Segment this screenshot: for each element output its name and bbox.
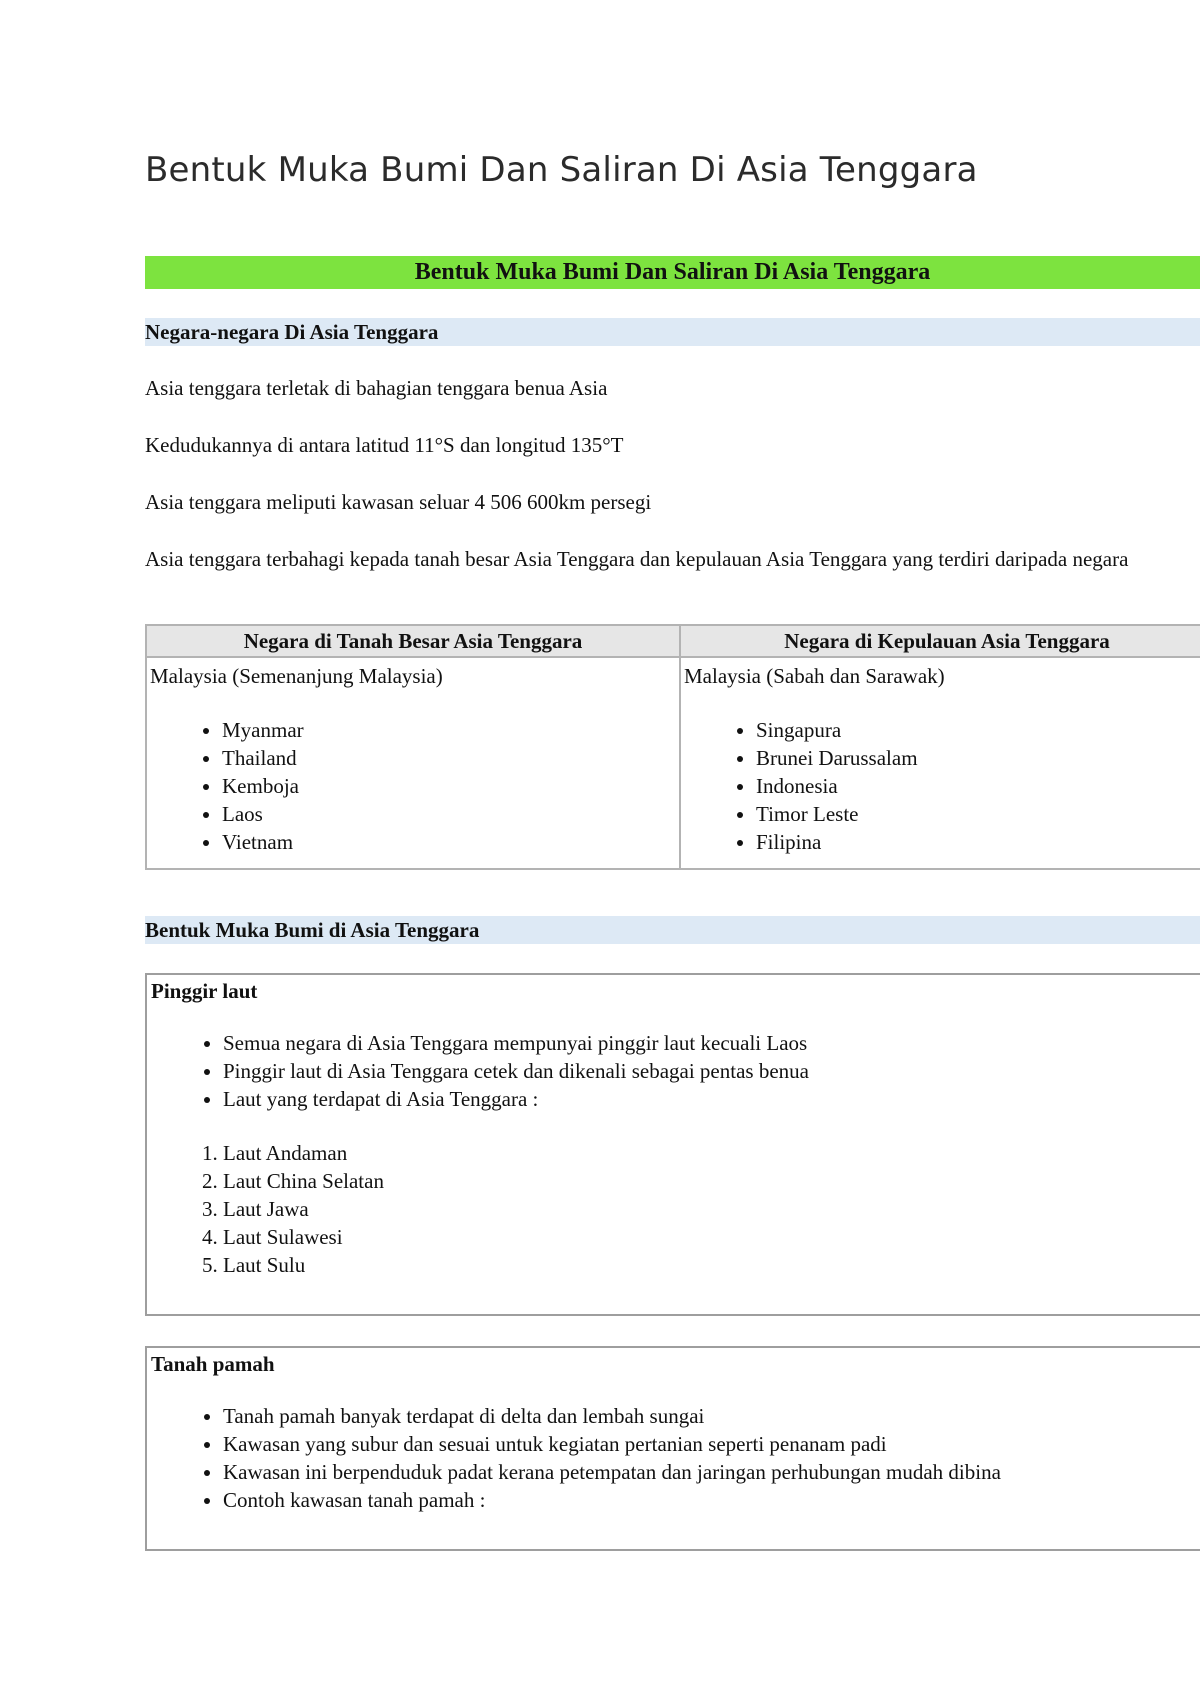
list-item: • Brunei Darussalam [756, 744, 1200, 772]
list-item: 2. Laut China Selatan [223, 1167, 1200, 1195]
islands-cell-title: Malaysia (Sabah dan Sarawak) [684, 664, 945, 688]
pinggir-laut-bullets [151, 1029, 1200, 1113]
spacer [151, 1113, 1200, 1139]
list-item: • Laut yang terdapat di Asia Tenggara : [223, 1085, 1200, 1113]
list-item: • Semua negara di Asia Tenggara mempunyai pinggir laut kecuali Laos [223, 1029, 1200, 1057]
list-item: • Pinggir laut di Asia Tenggara cetek dan dikenali sebagai pentas benua [223, 1057, 1200, 1085]
list-item: 1. Laut Andaman [223, 1139, 1200, 1167]
table-row [146, 657, 1200, 869]
spacer [150, 690, 679, 716]
tanah-pamah-box [145, 1346, 1200, 1551]
section-heading-negara: Negara-negara Di Asia Tenggara [145, 318, 1200, 346]
mainland-cell-title: Malaysia (Semenanjung Malaysia) [150, 664, 443, 688]
mainland-country-list [150, 716, 679, 856]
tanah-pamah-bullets [151, 1402, 1200, 1514]
list-item: • Kawasan ini berpenduduk padat kerana petempatan dan jaringan perhubungan mudah dibina [223, 1458, 1200, 1486]
list-item: 5. Laut Sulu [223, 1251, 1200, 1279]
islands-cell [680, 657, 1200, 869]
paragraph-location: Asia tenggara terletak di bahagian tenggara benua Asia [145, 376, 608, 400]
list-item: • Kawasan yang subur dan sesuai untuk kegiatan pertanian seperti penanam padi [223, 1430, 1200, 1458]
table-header-row [146, 625, 1200, 657]
list-item: • Singapura [756, 716, 1200, 744]
pinggir-laut-heading: Pinggir laut [151, 979, 258, 1003]
list-item: • Vietnam [222, 828, 679, 856]
pinggir-laut-box [145, 973, 1200, 1316]
paragraph-area: Asia tenggara meliputi kawasan seluar 4 506 600km persegi [145, 490, 652, 514]
section-heading-bentuk-muka-bumi: Bentuk Muka Bumi di Asia Tenggara [145, 916, 1200, 944]
list-item: • Contoh kawasan tanah pamah : [223, 1486, 1200, 1514]
paragraph-coordinates: Kedudukannya di antara latitud 11°S dan longitud 135°T [145, 433, 624, 457]
list-item: 4. Laut Sulawesi [223, 1223, 1200, 1251]
countries-table [145, 624, 1200, 870]
spacer [684, 690, 1200, 716]
list-item: • Indonesia [756, 772, 1200, 800]
table-header-islands: Negara di Kepulauan Asia Tenggara [680, 625, 1200, 657]
list-item: • Filipina [756, 828, 1200, 856]
paragraph-division: Asia tenggara terbahagi kepada tanah besar Asia Tenggara dan kepulauan Asia Tenggara yang terdiri daripada negara [145, 547, 1129, 571]
list-item: • Laos [222, 800, 679, 828]
table-header-mainland: Negara di Tanah Besar Asia Tenggara [146, 625, 680, 657]
title-banner: Bentuk Muka Bumi Dan Saliran Di Asia Tenggara [145, 256, 1200, 289]
mainland-cell [146, 657, 680, 869]
list-item: • Timor Leste [756, 800, 1200, 828]
tanah-pamah-heading: Tanah pamah [151, 1352, 275, 1376]
islands-country-list [684, 716, 1200, 856]
list-item: 3. Laut Jawa [223, 1195, 1200, 1223]
list-item: • Myanmar [222, 716, 679, 744]
list-item: • Kemboja [222, 772, 679, 800]
seas-list [151, 1139, 1200, 1279]
list-item: • Tanah pamah banyak terdapat di delta dan lembah sungai [223, 1402, 1200, 1430]
list-item: • Thailand [222, 744, 679, 772]
page-title: Bentuk Muka Bumi Dan Saliran Di Asia Tenggara [145, 150, 978, 190]
